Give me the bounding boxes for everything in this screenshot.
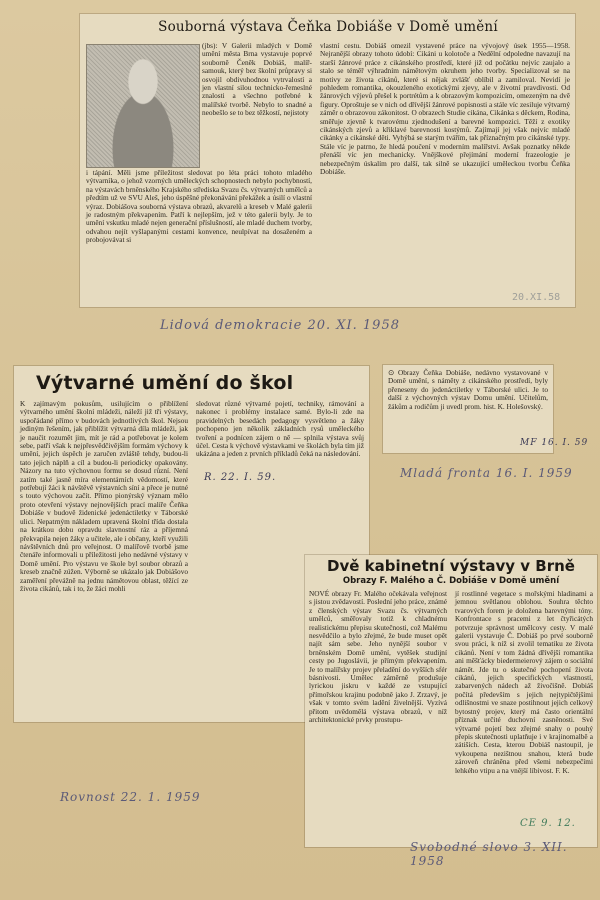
- article-headline: Výtvarné umění do škol: [36, 372, 294, 394]
- article-column: (jbs): V Galerii mladých v Domě umění města Brna vystavuje poprvé souborně Čeněk Dobiáš, malíř-samouk, který bez školní průpravy si osvojil obdivuhodnou vytrvalostí a jen vlastní silou technicko-řemeslné znalosti a všechno potřebné k malířské tvorbě. Nebylo to snadné a neobešlo se to bez těžkostí, nejistoty: [202, 41, 312, 118]
- article-column: K zajímavým pokusům, usilujícím o přiblížení výtvarného umění školní mládeži, náleží již tři výstavy, uspořádané přímo v budovách jednotlivých škol. Nejsou jediným řešením, jak přiblížit výtvarná díla mládeži, jak je naučit rozumět jim, mít je rád a potřebovat je kolem sebe, patří však k nejpřesvědčivějším formám výchovy k umění, jejich úspěch je zaručen zvláště tehdy, budou-li tato jejich náplň a cíl a budou-li periodicky opakovány. Názory na tuto výchovnou formu se dosud různí. Není zatím také jasně míra elementárních vědomostí, které potřebují žáci k návštěvě výstavních síní a přece je nutné s touto výchovou začít. Přímo pionýrský význam mělo proto otevření výstavy nejnovějších prací malíře Čeňka Dobiáše v budově židenické jedenáctiletky v Táborské ulici. Nepatrným nákladem upravená školní třída dostala na krátkou dobu opravdu slavnostní ráz a příjemná překvapila nejen žáky a učitele, ale i občany, kteří využili návštěvních dnů pro veřejnost. O malířově tvorbě jsme čtenáře informovali u příležitosti jeho nedávné výstavy v Domě umění. Pro výstavu ve škole byl soubor obrazů a kreseb značně zúžen. Výborně se ukázalo jak Dobiášovo zaměření převážně na jednu námětovou oblast, těžící ze života cikánů, tak i to, že žáci mohli: [20, 399, 188, 593]
- handwritten-note: MF 16. I. 59: [520, 438, 589, 448]
- article-column: i tápání. Měli jsme příležitost sledovat po léta práci tohoto mladého výtvarníka, o jehož vzorných uměleckých schopnostech nebylo pochybností, na výstavách brněnského Krajského střediska Svazu čs. výtvarných umělců a předtím už ve SVU Aleš, jeho úspěšné překonávání překážek a úsilí o vlastní výraz. Dobiášova souborná výstava obrazů, akvarelů a kreseb v Malé galerii je radostným překvapením. Patří k nejlepším, jež v této galerii byly. Je to umění vskutku mladé nejen generační příslušností, ale mladé duchem tvorby, odvahou nejít vyšlapanými cestami konvence, neulpívat na dosaženém a probojovávat si: [86, 168, 312, 245]
- article-column: jí rostlinné vegetace s mořskými hladinami a jemnou světlanou oblohou. Souhra těchto tvarových forem je doložena barevnými tóny. Konfrontace s pracemi z let čtyřicátých potvrzuje správnost umělcovy cesty. V malé galerii vystavuje Č. Dobiáš po prvé souborně svou práci, k níž si zvolil tematiku ze života cikánů. Není v tom žádná dřívější romantika ani měšťácky biedermeierový zájem o sociální námět. Jde tu o skutečné pochopení života cikánů, jejich specifických vlastností, zabarvených nádech až živočišně. Dobiáš počítá především s jejich nejtypičtějšími odlišnostmi ve snaze postihnout jejich celkový bytostný projev, který má často orientální příznak určité duchovní zasněnosti. Své výtvarné pojetí bez zřejmé snahy o pouhý přepis skutečnosti uplatňuje i v krajinomalbě a zátiších. Cesta, kterou Dobiáš nastoupil, je vykoupena nezištnou snahou, která bude zároveň chráněna před všemi nebezpečími lehkého vtipu a na vnější líbivost. F. K.: [455, 589, 593, 775]
- date-stamp: 20.XI.58: [512, 292, 561, 303]
- article-subheadline: Obrazy F. Malého a Č. Dobiáše v Domě umění: [342, 576, 560, 586]
- article-text: ⊙ Obrazy Čeňka Dobiáše, nedávno vystavované v Domě umění, s náměty z cikánského prostředí, byly přeneseny do jedenáctiletky v Táborské ulici. Je to další z výchovných výstav Domu umění. Učitelům, žákům a rodičům ji uvedl prom. hist. K. Holešovský.: [388, 368, 548, 411]
- handwritten-note: R. 22. I. 59.: [204, 472, 277, 483]
- article-column: sledovat různé výtvarné pojetí, techniky, rámování a nakonec i problémy instalace samé. Bylo-li zde na pravidelných besedách pedagogy vysvětleno a žáky pochopeno jen několik základních rysů uměleckého tvoření a podnícen zájem o ně — splnila výstava svůj účel. Cesta k výchově výstavkami ve školách byla tím již ukázána a jeden z prvních příkladů čeká na následování.: [196, 399, 364, 459]
- handwritten-source-note: Svobodné slovo 3. XII. 1958: [410, 840, 568, 868]
- article-column: vlastní cestu. Dobiáš omezil vystavené práce na vývojový úsek 1955—1958. Nejranější obrazy tohoto údobí: Cikáni u kolotoče a Nedělní odpoledne navazují na starší žánrové práce z cikánského prostředí, které již od počátku nejvíc zaujalo a stalo se téměř výhradním námětovým okruhem jeho tvorby. Specializoval se na motivy ze života cikánů, které si nějak zvlášť oblíbil a zamiloval. Nevidí je pohledem romantika, okouzleného exotickými zjevy, ale v životní pravdivosti. Od žánrových výjevů přešel k portrétům a k obrazovým kompozicím, omezeným na dvě figury. Oproštuje se v nich od dřívější žánrové popisnosti a stále víc zesiluje výtvarný zámĕr o obrazovou zákonitost. O obrazech Studie cikána, Cikánka s děckem, Rodina, směřuje zjevně k tvarovému zjednodušení a barevné kompozici. Těží z exotiky cikánských zjevů a křiklavé barevnosti kostýmů. Zajímají jej však nejvíc mladé cikánky a cikánské děti. Vyhýbá se starým tvářím, tak příznačným pro cikánské typy. Stále víc je patrno, že hledá poučení v moderním malířství. Avšak poznatky někde přenáší víc jen mechanicky. Vnějškové přejímání moderní frazeologie je nebezpečným úskalím pro další, tak silně se ukazující uměleckou tvorbu Čeňka Dobiáše.: [320, 41, 570, 177]
- portrait-photo: [86, 44, 200, 168]
- clipping-lidova-demokracie: [80, 14, 575, 307]
- article-title: Souborná výstava Čeňka Dobiáše v Domě umění: [158, 19, 498, 35]
- handwritten-source-note: Rovnost 22. 1. 1959: [60, 790, 201, 804]
- clipping-dve-kabinetni-vystavy: [305, 555, 597, 847]
- article-headline: Dvě kabinetní výstavy v Brně: [327, 557, 575, 575]
- handwritten-source-note: Lidová demokracie 20. XI. 1958: [160, 318, 400, 333]
- handwritten-note: CE 9. 12.: [520, 818, 576, 829]
- article-column: NOVÉ obrazy Fr. Malého očekávala veřejnost s jistou zvědavostí. Poslední jeho práce, známé z členských výstav Svazu čs. výtvarných umělců, směřovaly totiž k chladnému realistickému přepisu skutečnosti, což Malému nesvědčilo a bylo zřejmé, že bude muset opět najít sám sebe. Jeho nynější soubor v brněnském Domě umění, vytěšek studijní cesty po Jugoslávii, je přímým překvapením. Je to malířsky projev přeladění do vyšších sfér básnivosti. Umělec záměrně produšuje lyrickou jiskru v každé ze vstupující přímořskou krajinu podobně jako J. Zrzavý, je však v tomto svém ladění živelnější. Vyzívá přitom uvědomělá výstava obrazů, v níž architektonické prvky prostupu-: [309, 589, 447, 725]
- handwritten-source-note: Mladá fronta 16. I. 1959: [400, 466, 573, 480]
